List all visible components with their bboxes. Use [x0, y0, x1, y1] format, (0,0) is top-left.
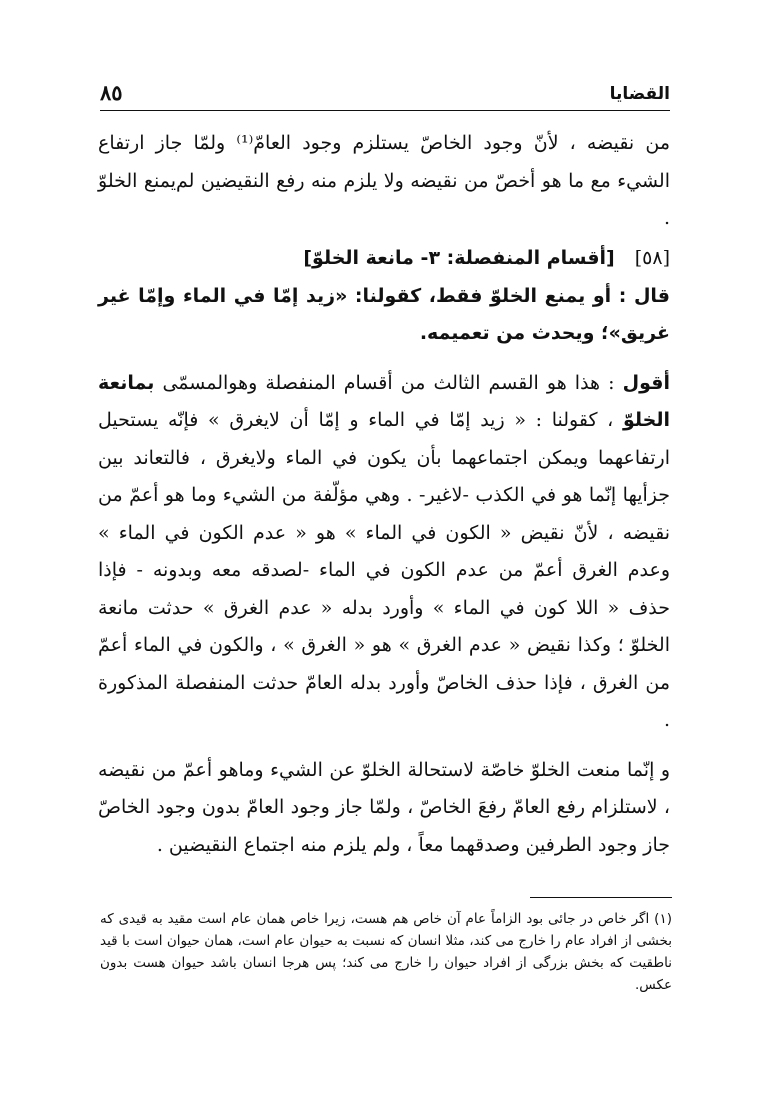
section-number: [٥٨]	[634, 246, 670, 269]
footnote-paragraph	[100, 908, 672, 996]
section-heading	[98, 238, 670, 278]
intro-paragraph: من نقيضه ، لأنّ وجود الخاصّ يستلزم وجود العامّ⁽¹⁾ ولمّا جاز ارتفاع الشيء مع ما هو أخصّ من نقيضه ولا يلزم منه رفع النقيضين لم‌يمنع الخلوّ .	[98, 132, 670, 229]
aqulu-bold-term: بمانعة الخلوّ	[98, 371, 670, 431]
closing-paragraph: و إنّما منعت الخلوّ خاصّة لاستحالة الخلوّ عن الشيء وماهو أعمّ من نقيضه ، لاستلزام رفع العامّ رفعَ الخاصّ ، ولمّا جاز وجود العامّ بدون وجود الخاصّ جاز وجود الطرفين وصدقهما معاً ، ولم يلزم منه اجتماع النقيضين .	[98, 758, 670, 856]
qala-paragraph	[98, 278, 670, 353]
aqulu-text-2: ، كقولنا : « زيد إمّا في الماء و إمّا أن لايغرق » فإنّه يستحيل ارتفاعهما ويمكن اجتماعهما بأن يكون في الماء ولايغرق ، فالتعاند بين جزأيها إنّما هو في الكذب -لاغير- . وهي مؤلّفة من الشيء وما هو أعمّ من نقيضه ، لأنّ نقيض « الكون في الماء » هو « عدم الكون في الماء » وعدم الغرق أعمّ من عدم الكون في الماء -لصدقه معه وبدونه - فإذا حذف « اللا كون في الماء » وأورد بدله « عدم الغرق » حدثت مانعة الخلوّ ؛ وكذا نقيض « عدم الغرق » هو « الغرق » ، والكون في الماء أعمّ من الغرق ، فإذا حذف الخاصّ وأورد بدله العامّ حدثت المنفصلة المذكورة .	[98, 409, 670, 731]
footnote-text: اگر خاص در جائى بود الزاماً عام آن خاص هم هست، زيرا خاص همان عام است مقيد به قيدى كه بخشى از افراد عام را خارج مى كند، مثلا انسان كه نسبت به حيوان عام است، همان حيوان است با قيد ناطقيت كه بخش بزرگى از افراد حيوان را خارج مى كند؛ پس هرجا انسان باشد حيوان هست بدون عكس.	[100, 911, 672, 993]
footnote-marker: (١)	[654, 911, 672, 927]
section-title: [أقسام المنفصلة: ٣- مانعة الخلوّ]	[303, 246, 615, 269]
footnote-divider	[530, 897, 672, 898]
running-title: القضايا	[609, 84, 670, 104]
page-header	[100, 80, 670, 111]
qala-label: قال	[633, 284, 670, 307]
aqulu-paragraph	[98, 365, 670, 740]
aqulu-label: أقول	[622, 371, 670, 394]
aqulu-text-1: : هذا هو القسم الثالث من أقسام المنفصلة وهوالمسمّى	[162, 371, 615, 394]
qala-text: : أو يمنع الخلوّ فقط، كقولنا: «زيد إمّا في الماء وإمّا غير غريق»؛ ويحدث من تعميمه.	[98, 284, 670, 344]
body-text	[98, 125, 670, 864]
page-number: ٨٥	[100, 80, 123, 105]
footnote	[100, 908, 672, 996]
